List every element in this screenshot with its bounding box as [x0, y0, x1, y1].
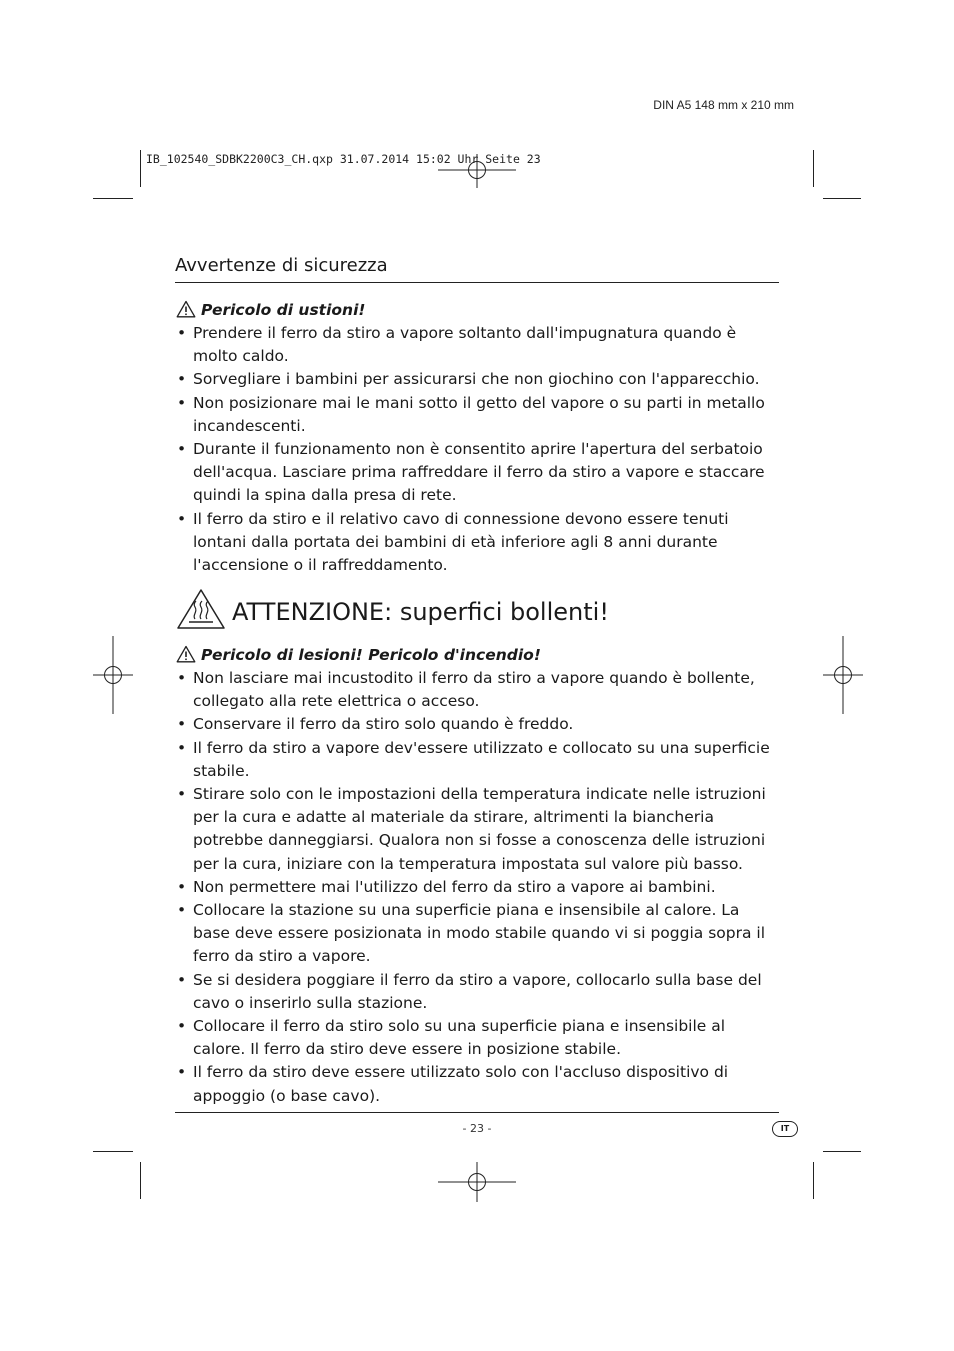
page-number: - 23 - [462, 1122, 492, 1135]
registration-mark-right [823, 636, 863, 714]
section-title: Avvertenze di sicurezza [175, 255, 388, 276]
section-rule [175, 282, 779, 283]
list-item: • Il ferro da stiro a vapore dev'essere utilizzato e collocato su una superficie stabile. [175, 737, 779, 783]
slug-line: IB_102540_SDBK2200C3_CH.qxp 31.07.2014 15:02 Uhr Seite 23 [146, 152, 541, 166]
language-badge: IT [772, 1121, 798, 1137]
list-item: • Il ferro da stiro e il relativo cavo di connessione devono essere tenuti lontani dalla portata dei bambini di età inferiore agli 8 anni durante l'accensione o il raffreddamento. [175, 508, 779, 578]
crop-mark [140, 150, 141, 187]
list-item: • Stirare solo con le impostazioni della temperatura indicate nelle istruzioni per la cura e adatte al materiale da stirare, altrimenti la biancheria potrebbe danneggiarsi. Qualora non si fosse a conoscenza delle istruzioni per la cura, iniziare con la temperatura impostata sul valore più basso. [175, 783, 779, 876]
injury-heading [176, 645, 541, 664]
crop-mark [823, 1151, 861, 1152]
list-item: • Collocare il ferro da stiro solo su una superficie piana e insensibile al calore. Il ferro da stiro deve essere in posizione stabile. [175, 1015, 779, 1061]
crop-mark [93, 1151, 133, 1152]
hot-surface-warning-icon [176, 588, 226, 630]
crop-mark [140, 1162, 141, 1199]
list-item: • Non posizionare mai le mani sotto il getto del vapore o su parti in metallo incandescenti. [175, 392, 779, 438]
hot-surface-heading-text: ATTENZIONE: superfici bollenti! [232, 598, 609, 626]
burns-heading [176, 300, 365, 319]
list-item: • Collocare la stazione su una superficie piana e insensibile al calore. La base deve essere posizionata in modo stabile quando vi si poggia sopra il ferro da stiro a vapore. [175, 899, 779, 969]
list-item: • Sorvegliare i bambini per assicurarsi che non giochino con l'apparecchio. [175, 368, 779, 391]
crop-mark [823, 198, 861, 199]
registration-mark-bottom [438, 1162, 516, 1202]
list-item: • Non lasciare mai incustodito il ferro da stiro a vapore quando è bollente, collegato alla rete elettrica o acceso. [175, 667, 779, 713]
crop-mark [813, 150, 814, 187]
registration-mark-left [93, 636, 133, 714]
list-item: • Il ferro da stiro deve essere utilizzato solo con l'accluso dispositivo di appoggio (o base cavo). [175, 1061, 779, 1107]
burns-list [175, 322, 779, 577]
registration-mark-top [438, 132, 516, 188]
list-item: • Non permettere mai l'utilizzo del ferro da stiro a vapore ai bambini. [175, 876, 779, 899]
list-item: • Prendere il ferro da stiro a vapore soltanto dall'impugnatura quando è molto caldo. [175, 322, 779, 368]
burns-heading-text: Pericolo di ustioni! [201, 301, 366, 319]
format-label: DIN A5 148 mm x 210 mm [653, 98, 794, 112]
list-item: • Durante il funzionamento non è consentito aprire l'apertura del serbatoio dell'acqua. Lasciare prima raffreddare il ferro da stiro a vapore e staccare quindi la spina dalla presa di rete. [175, 438, 779, 508]
hot-surface-heading [176, 588, 609, 634]
list-item: • Conservare il ferro da stiro solo quando è freddo. [175, 713, 779, 736]
injury-list [175, 667, 779, 1108]
warning-triangle-icon [176, 300, 196, 318]
crop-mark [93, 198, 133, 199]
injury-heading-text: Pericolo di lesioni! Pericolo d'incendio! [201, 646, 541, 664]
warning-triangle-icon [176, 645, 196, 663]
crop-mark [813, 1162, 814, 1199]
footer-rule [175, 1112, 779, 1113]
list-item: • Se si desidera poggiare il ferro da stiro a vapore, collocarlo sulla base del cavo o inserirlo sulla stazione. [175, 969, 779, 1015]
